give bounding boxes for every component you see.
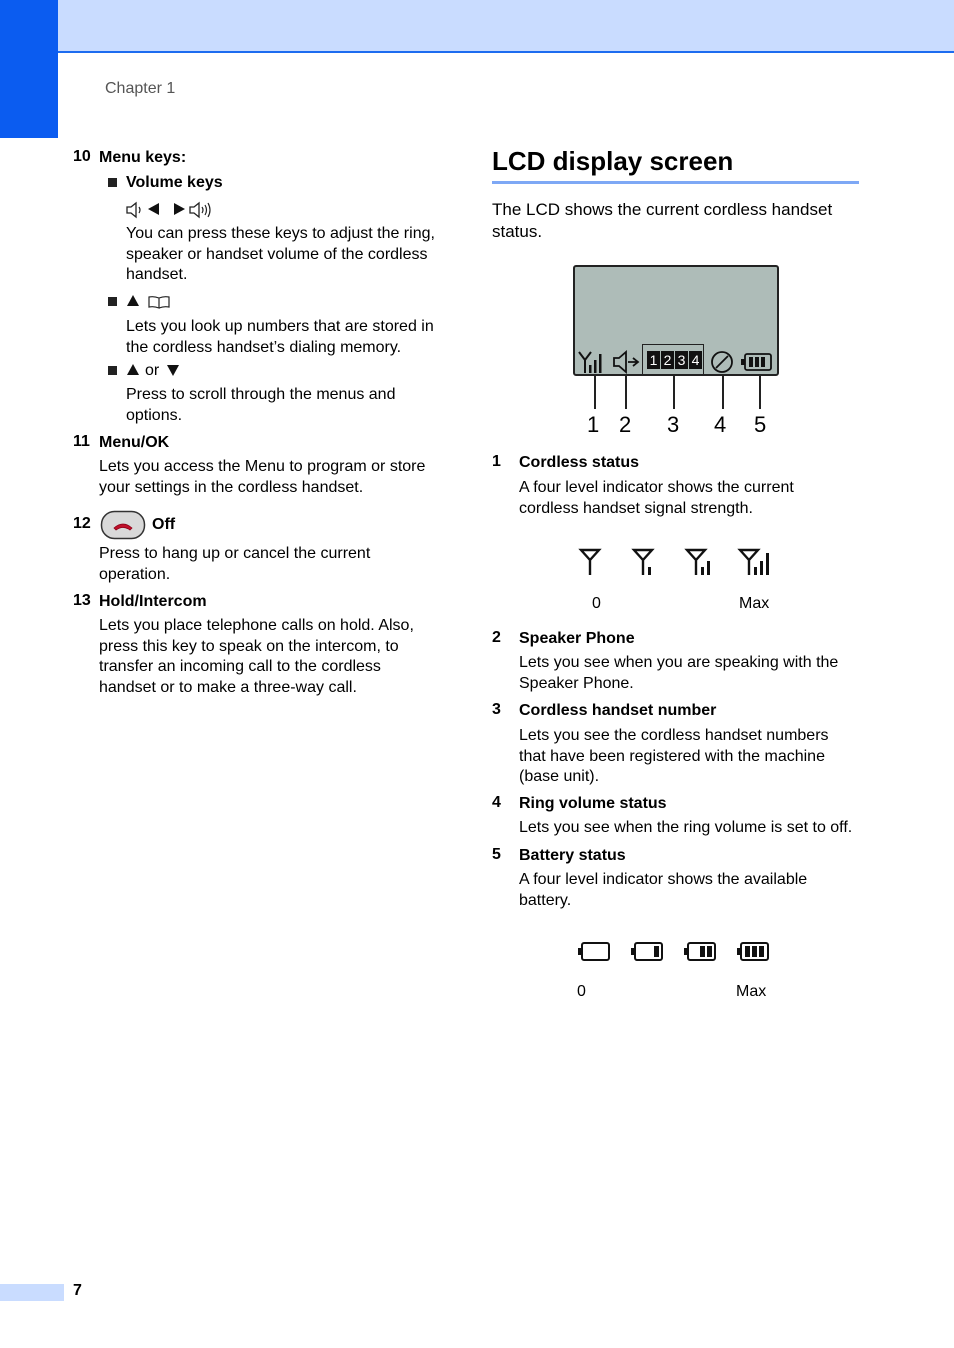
item-11-number: 11 [73,433,90,450]
lcd-item-1-title: Cordless status [519,454,640,471]
lcd-item-4-number: 4 [492,794,501,811]
signal-level-0-icon [581,550,599,575]
up-arrow-icon [127,295,139,306]
lcd-item-2-title: Speaker Phone [519,630,635,647]
callout-line-1 [594,376,596,409]
item-12-title: Off [152,516,176,533]
signal-level-1-icon [634,550,652,575]
signal-level-3-icon [740,550,769,575]
left-arrow-icon [148,203,159,215]
phonebook-description: Lets you look up numbers that are stored in the cordless handset’s dialing memory. [126,318,434,356]
battery-scale-max: Max [736,983,767,1000]
lcd-item-1-number: 1 [492,453,501,470]
callout-line-5 [759,376,761,409]
callout-label-3: 3 [667,412,680,437]
speaker-loud-icon [190,203,210,217]
item-11-title: Menu/OK [99,434,170,451]
callout-label-2: 2 [619,412,632,437]
down-arrow-icon [165,362,181,378]
handset-number: 4 [689,351,702,369]
signal-level-2-icon [687,550,710,575]
battery-levels [576,940,776,966]
callout-line-3 [673,376,675,409]
volume-keys-description: You can press these keys to adjust the ring, speaker or handset volume of the cordless handset. [126,225,435,283]
header-band [0,0,954,53]
item-13-number: 13 [73,592,91,609]
bullet-scroll [108,366,117,375]
item-12-description: Press to hang up or cancel the current operation. [99,545,371,583]
off-key-icon [100,510,146,540]
page-number: 7 [73,1282,82,1299]
speaker-phone-icon [614,352,638,372]
signal-icon [579,352,602,373]
item-13-description: Lets you place telephone calls on hold. Also, press this key to speak on the intercom, to transfer an incoming call to the cordless handset or to make a three-way call. [99,617,414,696]
callout-line-2 [625,376,627,409]
lcd-item-5-title: Battery status [519,847,626,864]
bullet-phonebook [108,297,117,306]
right-arrow-icon [174,203,185,215]
lcd-item-2-description: Lets you see when you are speaking with the Speaker Phone. [519,654,839,692]
chapter-label: Chapter 1 [105,80,176,97]
speaker-quiet-icon [127,203,140,217]
battery-level-1-icon [631,943,662,960]
handset-number: 3 [675,351,688,369]
callout-label-4: 4 [714,412,727,437]
lcd-item-2-number: 2 [492,629,501,646]
handset-number: 1 [647,351,660,369]
lcd-item-3-number: 3 [492,701,501,718]
lcd-item-1-description: A four level indicator shows the current cordless handset signal strength. [519,479,794,517]
battery-level-0-icon [578,943,609,960]
callout-line-4 [722,376,724,409]
section-intro: The LCD shows the current cordless handset status. [492,200,833,241]
battery-scale-min: 0 [577,983,586,1000]
lcd-item-4-title: Ring volume status [519,795,667,812]
book-icon [149,297,169,308]
item-10-title: Menu keys: [99,149,187,166]
volume-keys-icon [124,200,218,220]
scroll-description: Press to scroll through the menus and options. [126,386,396,424]
item-11-description: Lets you access the Menu to program or store your settings in the cordless handset. [99,458,426,496]
volume-keys-title: Volume keys [126,174,223,191]
footer-bar [0,1284,64,1301]
chapter-tab [0,0,58,138]
battery-level-3-icon [737,943,768,960]
section-title: LCD display screen [492,146,734,176]
bullet-volume [108,178,117,187]
ring-off-icon [712,352,732,372]
callout-label-1: 1 [587,412,600,437]
item-12-number: 12 [73,515,91,532]
up-arrow-icon [125,362,141,378]
handset-number: 2 [661,351,674,369]
signal-scale-min: 0 [592,595,601,612]
up-book-icons [125,293,173,311]
battery-icon [741,354,771,370]
signal-scale-max: Max [739,595,770,612]
callout-label-5: 5 [754,412,767,437]
lcd-item-3-title: Cordless handset number [519,702,717,719]
item-13-title: Hold/Intercom [99,593,207,610]
item-10-number: 10 [73,148,91,165]
lcd-item-3-description: Lets you see the cordless handset numbers that have been registered with the machine (base unit). [519,727,829,785]
scroll-or: or [145,362,160,379]
battery-level-2-icon [684,943,715,960]
lcd-item-5-description: A four level indicator shows the available battery. [519,871,808,909]
signal-levels [578,545,778,577]
lcd-item-5-number: 5 [492,846,501,863]
title-rule [492,181,859,184]
lcd-item-4-description: Lets you see when the ring volume is set to off. [519,819,853,836]
